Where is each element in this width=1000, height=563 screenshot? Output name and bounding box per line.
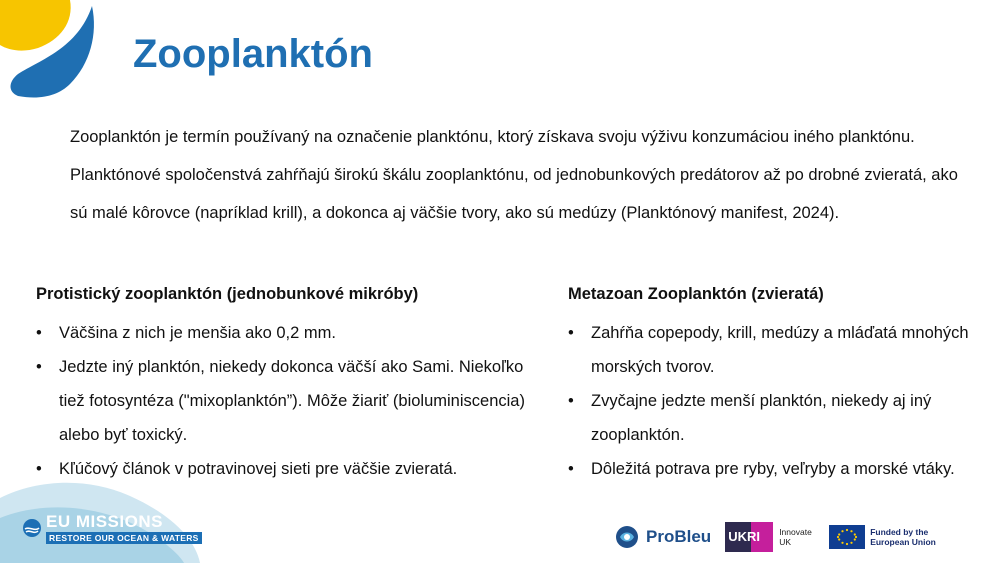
intro-paragraph-1: Zooplanktón je termín používaný na označenie planktónu, ktorý získava svoju výživu konzumáciou iného planktónu. — [70, 128, 915, 146]
protist-heading: Protistický zooplanktón (jednobunkové mikróby) — [36, 285, 419, 303]
intro-text — [70, 118, 970, 232]
list-item: • Zahŕňa copepody, krill, medúzy a mláďatá mnohých morských tvorov. — [568, 316, 988, 384]
ukri-label: UKRI — [728, 529, 760, 544]
probleu-icon — [612, 524, 642, 550]
innovate-uk-logo — [725, 522, 815, 552]
page-title: Zooplanktón — [133, 32, 373, 76]
probleu-name: ProBleu — [646, 527, 712, 546]
intro-paragraph-2: Planktónové spoločenstvá zahŕňajú širokú škálu zooplanktónu, od jednobunkových predátorov až po drobné zvieratá, ako sú malé kôrovce (napríklad krill), a dokonca aj väčšie tvory, ako sú medúzy (Planktónový manifest, 2024). — [70, 166, 958, 222]
eu-missions-title: EU MISSIONS — [46, 512, 163, 531]
eu-funding-logo — [829, 525, 962, 549]
protist-column — [36, 280, 536, 486]
partner-logos — [612, 522, 962, 552]
list-item: • Kľúčový článok v potravinovej sieti pre väčšie zvieratá. — [36, 452, 536, 486]
eu-missions-subtitle: RESTORE OUR OCEAN & WATERS — [46, 532, 202, 544]
list-item: • Dôležitá potrava pre ryby, veľryby a morské vtáky. — [568, 452, 988, 486]
eu-flag-icon — [829, 525, 865, 549]
probleu-logo — [612, 524, 711, 550]
metazoan-heading: Metazoan Zooplanktón (zvieratá) — [568, 285, 824, 303]
globe-icon — [22, 518, 42, 538]
metazoan-list — [568, 316, 988, 486]
list-item: • Jedzte iný planktón, niekedy dokonca väčší ako Sami. Niekoľko tiež fotosyntéza ("mixoplanktón”). Môže žiariť (bioluminiscencia) alebo byť toxický. — [36, 350, 536, 452]
list-item: • Zvyčajne jedzte menší planktón, niekedy aj iný zooplanktón. — [568, 384, 988, 452]
innovate-uk-name: Innovate UK — [779, 527, 812, 547]
eu-funding-text: Funded by the European Union — [870, 527, 936, 547]
corner-logo-icon — [0, 0, 100, 100]
metazoan-column — [568, 280, 988, 486]
list-item: • Väčšina z nich je menšia ako 0,2 mm. — [36, 316, 536, 350]
ukri-icon — [725, 522, 773, 552]
eu-missions-logo — [22, 512, 202, 544]
protist-list — [36, 316, 536, 486]
